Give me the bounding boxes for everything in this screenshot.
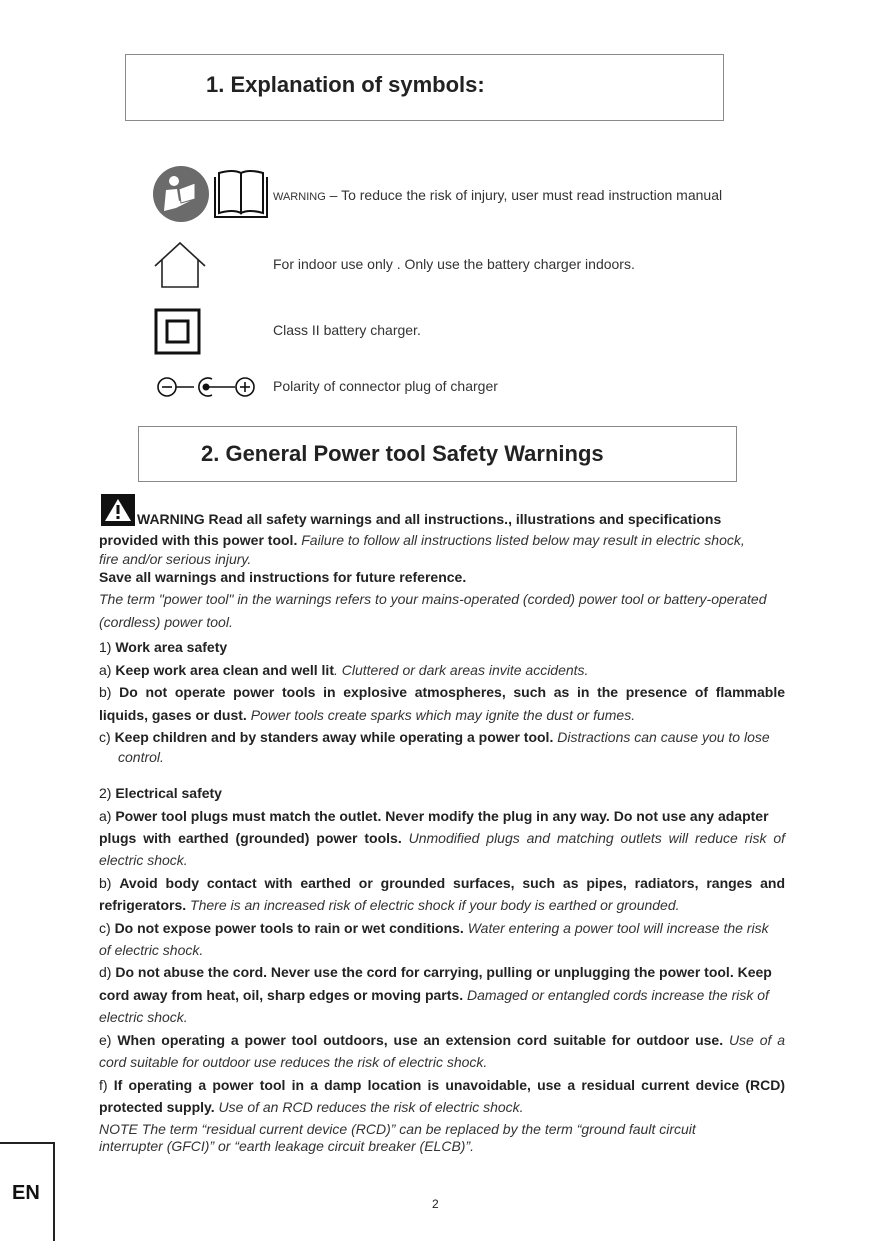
electrical-item-a-line-3: electric shock. xyxy=(99,852,188,868)
electrical-item-a-line-1: a) Power tool plugs must match the outlet. Never modify the plug in any way. Do not use any adapter xyxy=(99,808,769,824)
electrical-item-c-line-1: c) Do not expose power tools to rain or wet conditions. Water entering a power tool will increase the risk xyxy=(99,920,769,936)
symbol-description: Polarity of connector plug of charger xyxy=(273,378,498,394)
class-ii-icon xyxy=(154,308,202,361)
symbol-row-read-manual xyxy=(150,165,770,225)
symbol-description: For indoor use only . Only use the battery charger indoors. xyxy=(273,256,635,272)
work-area-item-c-line-1: c) Keep children and by standers away while operating a power tool. Distractions can cause you to lose xyxy=(99,729,770,745)
language-label: EN xyxy=(12,1182,40,1204)
note-line-1: NOTE The term “residual current device (RCD)” can be replaced by the term “ground fault circuit xyxy=(99,1121,696,1137)
electrical-item-e-line-1: e) When operating a power tool outdoors, use an extension cord suitable for outdoor use. Use of a xyxy=(99,1032,786,1048)
term-definition-line-1: The term "power tool" in the warnings refers to your mains-operated (corded) power tool or battery-operated xyxy=(99,591,767,607)
work-area-heading: 1) Work area safety xyxy=(99,639,228,655)
warning-lead-line: WARNING Read all safety warnings and all instructions., illustrations and specifications xyxy=(137,511,722,527)
read-manual-icon xyxy=(153,165,273,230)
work-area-item-b-line-2: liquids, gases or dust. Power tools create sparks which may ignite the dust or fumes. xyxy=(99,707,636,723)
note-line-2: interrupter (GFCI)” or “earth leakage circuit breaker (ELCB)”. xyxy=(99,1138,474,1154)
term-definition-line-2: (cordless) power tool. xyxy=(99,614,233,630)
warning-label: WARNING xyxy=(273,191,326,203)
symbol-row-indoor xyxy=(150,240,770,290)
house-icon xyxy=(153,241,207,294)
warning-triangle-icon xyxy=(101,494,135,531)
section-1-header-box xyxy=(125,54,724,121)
symbol-description: Class II battery charger. xyxy=(273,322,421,338)
polarity-icon xyxy=(156,375,260,404)
electrical-item-b-line-2: refrigerators. There is an increased risk of electric shock if your body is earthed or grounded. xyxy=(99,897,680,913)
page-number: 2 xyxy=(432,1197,439,1211)
electrical-item-c-line-2: of electric shock. xyxy=(99,942,204,958)
work-area-item-c-line-2: control. xyxy=(118,749,164,765)
language-tab xyxy=(0,1142,55,1241)
warning-line-3: fire and/or serious injury. xyxy=(99,551,252,567)
electrical-item-b-line-1: b) Avoid body contact with earthed or grounded surfaces, such as pipes, radiators, ranges and xyxy=(99,875,785,891)
warning-line-2: provided with this power tool. Failure to follow all instructions listed below may result in electric shock, xyxy=(99,532,745,548)
work-area-item-b-line-1: b) Do not operate power tools in explosive atmospheres, such as in the presence of flammable xyxy=(99,684,786,700)
electrical-item-d-line-2: cord away from heat, oil, sharp edges or moving parts. Damaged or entangled cords increase the risk of xyxy=(99,987,769,1003)
symbol-row-polarity xyxy=(150,372,770,402)
symbol-row-class-ii xyxy=(150,305,770,357)
electrical-item-d-line-1: d) Do not abuse the cord. Never use the cord for carrying, pulling or unplugging the power tool. Keep xyxy=(99,964,772,980)
work-area-item-a: a) Keep work area clean and well lit. Cluttered or dark areas invite accidents. xyxy=(99,662,589,678)
symbol-description: WARNING – To reduce the risk of injury, user must read instruction manual xyxy=(273,187,723,203)
electrical-item-d-line-3: electric shock. xyxy=(99,1009,188,1025)
save-instructions-line: Save all warnings and instructions for future reference. xyxy=(99,569,467,585)
electrical-heading: 2) Electrical safety xyxy=(99,785,222,801)
section-1-title: 1. Explanation of symbols: xyxy=(206,72,485,97)
electrical-item-f-line-2: protected supply. Use of an RCD reduces the risk of electric shock. xyxy=(99,1099,524,1115)
electrical-item-a-line-2: plugs with earthed (grounded) power tools. Unmodified plugs and matching outlets will reduce risk of xyxy=(99,830,785,846)
electrical-item-f-line-1: f) If operating a power tool in a damp location is unavoidable, use a residual current device (RCD) xyxy=(99,1077,785,1093)
electrical-item-e-line-2: cord suitable for outdoor use reduces the risk of electric shock. xyxy=(99,1054,488,1070)
section-2-header-box xyxy=(138,426,737,482)
section-2-title: 2. General Power tool Safety Warnings xyxy=(201,441,604,466)
